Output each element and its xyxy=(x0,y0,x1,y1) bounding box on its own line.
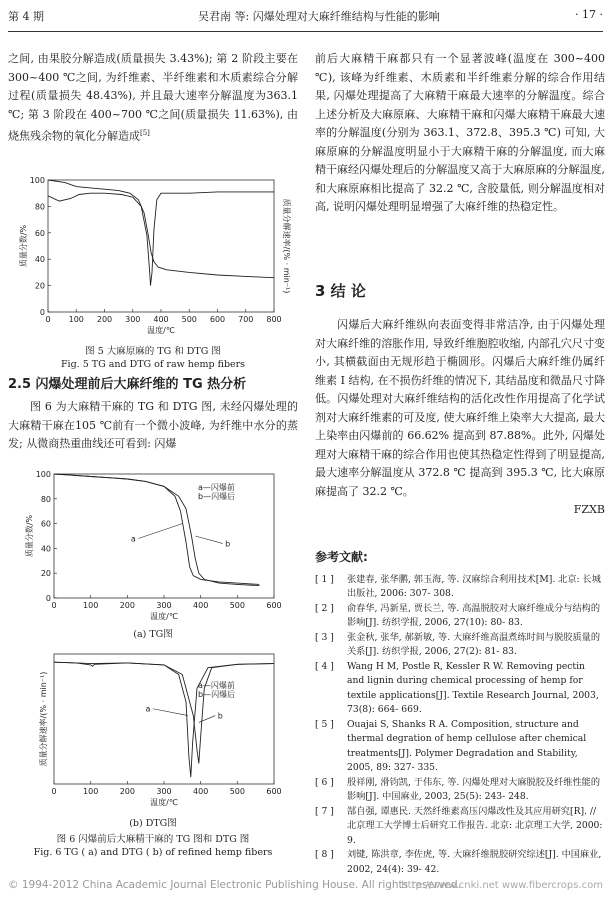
callout-line xyxy=(153,709,188,716)
curve-label: b xyxy=(217,711,223,721)
x-tick-label: 200 xyxy=(96,315,113,324)
x-tick-label: 500 xyxy=(229,601,245,610)
reference-text: 刘键, 陈洪章, 李佐虎, 等. 大麻纤维脱胶研究综述[J]. 中国麻业, 2002, 24(4): 39- 42. xyxy=(347,849,602,875)
series-line-a—闪爆前 xyxy=(54,662,274,777)
callout-line xyxy=(195,536,223,543)
x-tick-label: 400 xyxy=(153,315,169,324)
left-para-2 xyxy=(8,398,298,454)
figure-6-caption-en: Fig. 6 TG ( a) and DTG ( b) of refined hemp fibers xyxy=(33,847,273,858)
plot-frame xyxy=(48,180,274,312)
figure-5 xyxy=(8,172,298,342)
header-rule xyxy=(8,31,603,32)
y-tick-label: 40 xyxy=(40,544,51,554)
x-tick-label: 700 xyxy=(238,315,254,324)
callout-line xyxy=(138,524,182,539)
reference-list xyxy=(315,573,605,878)
figure-5-caption xyxy=(8,345,298,371)
x-tick-label: 400 xyxy=(193,787,209,796)
reference-item xyxy=(315,573,605,602)
plot-frame xyxy=(54,654,274,784)
reference-text: 郜自强, 谭惠民. 天然纤维素高压闪爆改性及其应用研究[R]. // 北京理工大学博士后研究工作报告. 北京: 北京理工大学, 2000: 9. xyxy=(347,805,603,846)
citation-5: [5] xyxy=(140,129,150,137)
y2-axis-label: 质量分解速率/(% · min⁻¹) xyxy=(282,198,291,294)
y-tick-label: 0 xyxy=(39,308,45,317)
x-axis-label: 温度/℃ xyxy=(150,798,178,807)
y-axis-label: 质量分解速率/(% · min⁻¹) xyxy=(39,671,48,767)
figure-6b xyxy=(8,648,298,818)
section-3 xyxy=(315,282,605,301)
x-tick-label: 300 xyxy=(125,315,141,324)
page-header xyxy=(8,8,603,30)
x-tick-label: 0 xyxy=(51,601,57,610)
callout-line xyxy=(199,716,216,723)
reference-item xyxy=(315,602,605,631)
reference-number: [ 5 ] xyxy=(315,718,334,730)
reference-item xyxy=(315,776,605,805)
reference-text: 张金秋, 张华, 郝新敏, 等. 大麻纤维高温煮练时间与脱胶质量的关系[J]. 纺织学报, 2006, 27(2): 81- 83. xyxy=(347,631,601,657)
y-tick-label: 80 xyxy=(40,494,51,504)
reference-number: [ 1 ] xyxy=(315,573,334,585)
left-para-1-text: 之间, 由果胶分解造成(质量损失 3.43%); 第 2 阶段主要在 300~400 ℃之间, 为纤维素、半纤维素和木质素综合分解过程(质量损失 48.43%), 并且最大速率分解温度为363.1 ℃; 第 3 阶段在 400~700 ℃之间(质量损失 11.63%), 由烧焦残余物的氧化分解造成 xyxy=(8,52,298,143)
series-line-TG xyxy=(48,180,274,278)
y-tick-label: 100 xyxy=(29,176,45,185)
reference-item xyxy=(315,848,605,877)
figure-6-caption xyxy=(8,833,298,859)
x-tick-label: 100 xyxy=(68,315,84,324)
references-title: 参考文献: xyxy=(315,550,368,564)
site-watermark: http://www.cnki.net www.fibercrops.com xyxy=(401,880,603,891)
series-line-b—闪爆后 xyxy=(54,662,274,763)
y-tick-label: 80 xyxy=(34,202,45,212)
page-number: · 17 · xyxy=(575,8,603,21)
x-tick-label: 0 xyxy=(51,787,57,796)
reference-number: [ 2 ] xyxy=(315,602,334,614)
figure-5-caption-cn: 图 5 大麻原麻的 TG 和 DTG 图 xyxy=(85,346,221,357)
figure-5-chart xyxy=(8,172,298,342)
y-tick-label: 20 xyxy=(34,281,45,291)
right-para-2 xyxy=(315,316,605,520)
x-tick-label: 300 xyxy=(156,787,172,796)
reference-number: [ 8 ] xyxy=(315,849,334,860)
x-tick-label: 600 xyxy=(266,787,282,796)
left-para-2-text: 图 6 为大麻精干麻的 TG 和 DTG 图, 未经闪爆处理的大麻精干麻在105 ℃前有一个微小波峰, 为纤维中水分的蒸发; 从微商热重曲线还可看到: 闪爆 xyxy=(8,400,298,450)
x-tick-label: 200 xyxy=(119,787,135,796)
legend-entry: a—闪爆前 xyxy=(198,483,235,492)
section-2-5 xyxy=(8,376,298,395)
y-tick-label: 40 xyxy=(34,255,45,265)
curve-label: a xyxy=(130,534,136,544)
x-tick-label: 800 xyxy=(266,315,282,324)
right-para-2-text: 闪爆后大麻纤维纵向表面变得非常洁净, 由于闪爆处理对大麻纤维的溶胀作用, 导致纤维胞腔收缩, 内部孔穴尺寸变小, 其横截面由无规形趋于椭圆形。闪爆后大麻纤维仍属纤维素 I 结构, 在不损伤纤维的情况下, 其结晶度和微晶尺寸降低。闪爆处理对大麻纤维结构的活化改性作用提高了化学试剂对大麻纤维素的可及度, 使大麻纤维上染率大大提高, 最大上染率由闪爆前的 66.62% 提高到 87.88%。此外, 闪爆处理对大麻精干麻的综合作用也使其热稳定性得到了明显提高, 最大速率分解温度从 372.8 ℃ 提高到 395.3 ℃, 比大麻原麻提高了 32.2 ℃。 xyxy=(315,318,605,498)
y-tick-label: 0 xyxy=(45,594,51,603)
running-title: 吴君南 等: 闪爆处理对大麻纤维结构与性能的影响 xyxy=(198,10,440,23)
reference-text: 殷祥刚, 滑钧凯, 于伟东, 等. 闪爆处理对大麻脱胶及纤维性能的影响[J]. 中国麻业, 2003, 25(5): 243- 248. xyxy=(347,776,601,802)
reference-text: 俞春华, 冯新星, 贾长兰, 等. 高温脱胶对大麻纤维成分与结构的影响[J]. 纺织学报, 2006, 27(10): 80- 83. xyxy=(347,602,601,628)
figure-6a xyxy=(8,468,298,628)
reference-text: 张建春, 张华鹏, 郭玉海, 等. 汉麻综合利用技术[M]. 北京: 长城出版社, 2006: 307- 308. xyxy=(347,573,601,599)
reference-number: [ 6 ] xyxy=(315,776,334,788)
x-tick-label: 600 xyxy=(266,601,282,610)
fzxb-mark: FZXB xyxy=(573,503,605,516)
curve-label: a xyxy=(145,704,151,714)
series-line-DTG xyxy=(48,192,274,286)
figure-5-caption-en: Fig. 5 TG and DTG of raw hemp fibers xyxy=(60,359,246,370)
section-3-heading: 3 结 论 xyxy=(315,282,366,300)
reference-text: Wang H M, Postle R, Kessler R W. Removing pectin and lignin during chemical processing of hemp for textile applications[J]. Textile Research Journal, 2003, 73(8): 664- 669. xyxy=(347,660,599,715)
reference-number: [ 7 ] xyxy=(315,805,334,817)
x-axis-label: 温度/℃ xyxy=(150,612,178,621)
figure-6a-chart xyxy=(8,468,298,628)
x-tick-label: 500 xyxy=(181,315,197,324)
reference-text: Ouajai S, Shanks R A. Composition, structure and thermal degration of hemp cellulose after chemical treatments[J]. Polymer Degradation and Stability, 2005, 89: 327- 335. xyxy=(347,718,587,773)
y-tick-label: 60 xyxy=(34,228,45,238)
x-tick-label: 400 xyxy=(193,601,209,610)
right-para-1 xyxy=(315,50,605,217)
y-tick-label: 100 xyxy=(35,470,51,479)
right-para-1-text: 前后大麻精干麻都只有一个显著波峰(温度在 300~400 ℃), 该峰为纤维素、木质素和半纤维素分解的综合作用结果, 闪爆处理提高了大麻精干麻最大速率的分解温度。综合上述分析及大麻原麻、大麻精干麻和闪爆大麻精干麻最大速率的分解温度(分别为 363.1、372.8、395.3 ℃) 可知, 大麻原麻的分解温度明显小于大麻精干麻的分解温度, 而大麻精干麻经闪爆处理后的分解温度又高于大麻原麻的分解温度, 和大麻原麻相比提高了 32.2 ℃, 含胶量低, 则分解温度相对高, 说明闪爆处理明显增强了大麻纤维的热稳定性。 xyxy=(315,52,605,213)
y-tick-label: 20 xyxy=(40,569,51,579)
reference-item xyxy=(315,660,605,718)
x-tick-label: 100 xyxy=(83,787,99,796)
y-axis-label: 质量分数/% xyxy=(19,224,28,268)
y-tick-label: 60 xyxy=(40,519,51,529)
figure-6b-chart xyxy=(8,648,298,818)
copyright-footer: © 1994-2012 China Academic Journal Electronic Publishing House. All rights reserved. xyxy=(8,879,461,891)
figure-6a-subcaption: (a) TG图 xyxy=(133,629,173,640)
reference-item xyxy=(315,805,605,849)
issue-label: 第 4 期 xyxy=(8,10,44,23)
section-2-5-heading: 2.5 闪爆处理前后大麻纤维的 TG 热分析 xyxy=(8,377,247,392)
reference-number: [ 4 ] xyxy=(315,660,334,672)
x-tick-label: 200 xyxy=(119,601,135,610)
legend-entry: b—闪爆后 xyxy=(198,690,236,699)
x-tick-label: 0 xyxy=(45,315,51,324)
reference-item xyxy=(315,631,605,660)
x-axis-label: 温度/℃ xyxy=(147,326,175,335)
left-para-1 xyxy=(8,50,298,146)
x-tick-label: 100 xyxy=(83,601,99,610)
x-tick-label: 600 xyxy=(209,315,226,324)
figure-6b-subcaption: (b) DTG图 xyxy=(129,818,177,829)
references xyxy=(315,548,605,877)
legend-entry: b—闪爆后 xyxy=(198,492,236,501)
curve-label: b xyxy=(225,539,231,549)
plot-frame xyxy=(54,474,274,598)
figure-6-caption-cn: 图 6 闪爆前后大麻精干麻的 TG 图和 DTG 图 xyxy=(56,834,250,845)
x-tick-label: 500 xyxy=(229,787,245,796)
x-tick-label: 300 xyxy=(156,601,172,610)
reference-item xyxy=(315,718,605,776)
legend-entry: a—闪爆前 xyxy=(198,681,235,690)
y-axis-label: 质量分数/% xyxy=(25,514,34,558)
reference-number: [ 3 ] xyxy=(315,631,334,643)
